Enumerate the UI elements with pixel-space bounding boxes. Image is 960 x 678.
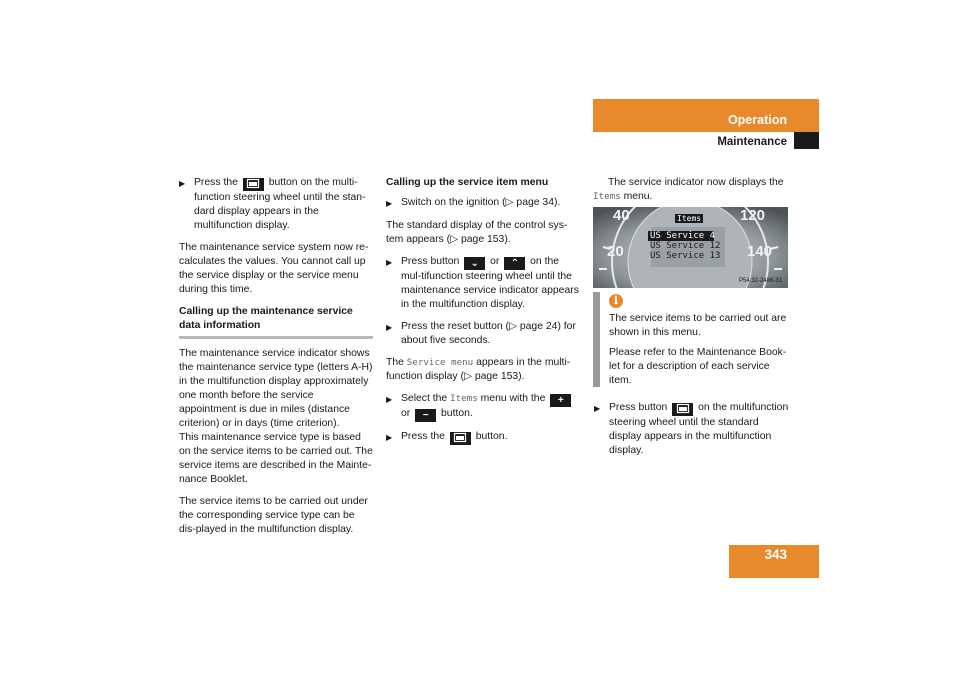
display-item: US Service 12	[650, 241, 721, 251]
page-number: 343	[764, 547, 787, 562]
reset-key-icon	[672, 403, 693, 416]
bullet-arrow-icon: ▶	[386, 395, 393, 404]
info-icon: i	[609, 294, 623, 308]
gauge-label-140: 140	[747, 243, 773, 260]
column-1	[179, 176, 373, 545]
display-item: US Service 13	[650, 251, 721, 261]
step-press-reset: ▶ Press the button.	[386, 430, 580, 445]
photo-code: P54.32-2486-31	[739, 278, 783, 284]
paragraph-recalculate: The maintenance service system now re-calculates the values. You cannot call up the service display or the service menu during this time.	[179, 242, 369, 295]
header-marker	[794, 132, 819, 149]
step-service-menu-note: The Service menu appears in the multi-function display (▷ page 153).	[386, 357, 571, 382]
page-down-key-icon: ⌄	[464, 257, 485, 270]
gauge-label-40: 40	[613, 207, 630, 224]
reset-key-icon	[243, 178, 264, 191]
paragraph-service-items: The service items to be carried out under the corresponding service type can be dis-played in the multifunction display.	[179, 496, 368, 535]
paragraph-service-type: This maintenance service type is based on the service items to be carried out. The service items are described in the Mainte-nance Booklet.	[179, 432, 373, 485]
display-menu-title: Items	[677, 214, 702, 223]
heading-service-item-menu: Calling up the service item menu	[386, 177, 549, 188]
reset-key-icon	[450, 432, 471, 445]
plus-key-icon: +	[550, 394, 571, 407]
display-item-selected: US Service 4	[650, 231, 716, 241]
bullet-arrow-icon: ▶	[386, 199, 393, 208]
gauge-label-20: 20	[607, 243, 624, 260]
step-reset-standard: ▶ Press the button on the multi-function steering wheel until the stan-dard display appears in the multifunction display.	[179, 177, 366, 231]
bullet-arrow-icon: ▶	[386, 258, 393, 267]
info-note-bar	[593, 292, 600, 387]
info-paragraph: Please refer to the Maintenance Book-let for a description of each service item.	[609, 347, 787, 386]
bullet-arrow-icon: ▶	[179, 179, 186, 188]
step-ignition: ▶ Switch on the ignition (▷ page 34).	[386, 196, 580, 211]
section-title: Operation	[727, 113, 787, 127]
bullet-arrow-icon: ▶	[594, 404, 601, 413]
info-paragraph: The service items to be carried out are shown in this menu.	[609, 313, 787, 338]
column-2	[386, 176, 580, 453]
step-select-items: ▶ Select the Items menu with the + or − button.	[386, 392, 580, 422]
step-ignition-note: The standard display of the control sys-tem appears (▷ page 153).	[386, 220, 568, 245]
minus-key-icon: −	[415, 409, 436, 422]
step-page-buttons: ▶ Press button ⌄ or ⌃ on the mul-tifunction steering wheel until the maintenance service indicator appears in the multifunction display.	[386, 256, 579, 310]
heading-maintenance-data: Calling up the maintenance service data information	[179, 306, 353, 331]
step-reset-five-seconds: ▶ Press the reset button (▷ page 24) for about five seconds.	[386, 321, 576, 346]
bullet-arrow-icon: ▶	[386, 433, 393, 442]
paragraph-indicator: The maintenance service indicator shows the maintenance service type (letters A-H) in the multifunction display approximately one month before the service appointment is due in miles (distance criterion) or in days (time criterion).	[179, 348, 373, 429]
heading-rule	[179, 336, 373, 339]
instrument-cluster-photo	[593, 207, 788, 288]
gauge-label-120: 120	[740, 207, 766, 224]
section-subtitle: Maintenance	[717, 136, 787, 148]
page-up-key-icon: ⌃	[504, 257, 525, 270]
step-return-standard: ▶ Press button on the multifunction steering wheel until the standard display appears in the multifunction display.	[594, 402, 789, 456]
info-note	[609, 312, 789, 394]
bullet-arrow-icon: ▶	[386, 323, 393, 332]
column-3-step	[594, 401, 789, 466]
column-3-intro: The service indicator now displays the Items menu.	[593, 177, 784, 202]
